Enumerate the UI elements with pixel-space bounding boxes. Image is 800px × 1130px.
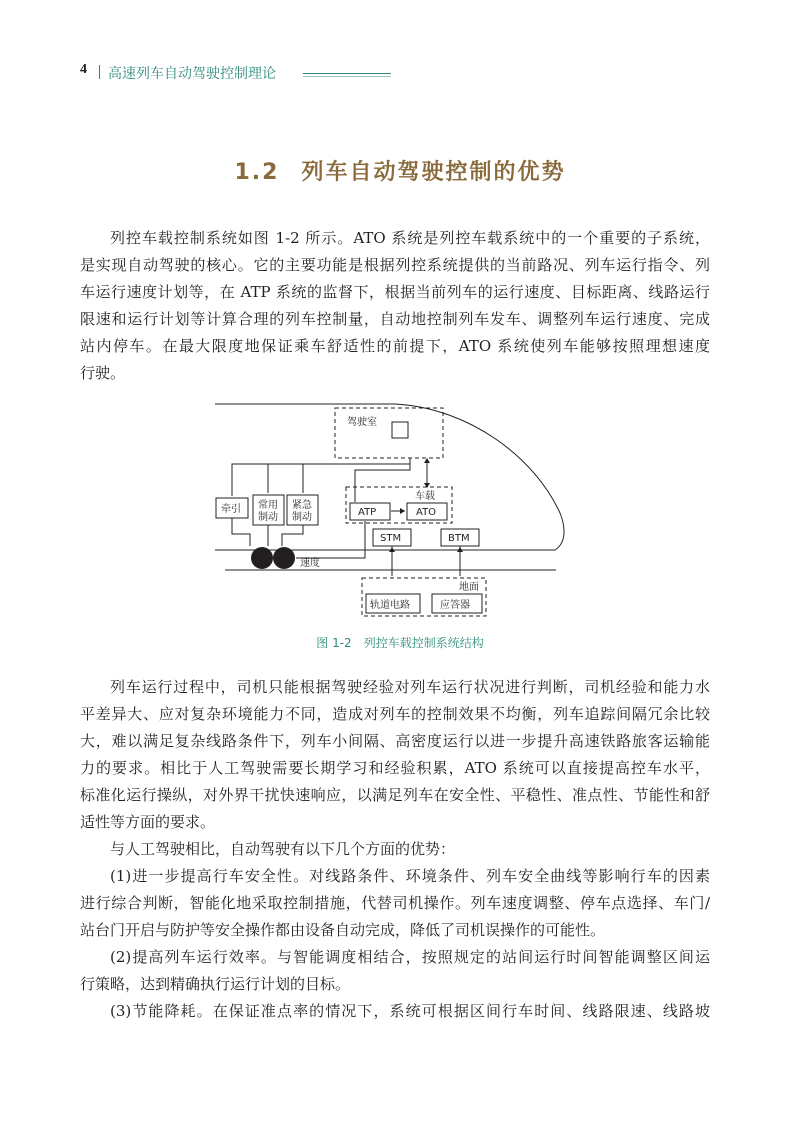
- section-heading: 列车自动驾驶控制的优势: [301, 160, 566, 185]
- cab-console: [392, 422, 408, 438]
- advantage-safety: [80, 863, 710, 944]
- btm-label: BTM: [448, 533, 470, 544]
- wheel: [273, 547, 295, 569]
- text-line: 力的要求。相比于人工驾驶需要长期学习和经验积累，ATO 系统可以直接提高控车水平，: [80, 759, 710, 777]
- text-line: 是实现自动驾驶的核心。它的主要功能是根据列控系统提供的当前路况、列车运行指令、列: [80, 256, 710, 274]
- text-line: 站台门开启与防护等安全操作都由设备自动完成，降低了司机误操作的可能性。: [80, 921, 606, 939]
- onboard-label: 车载: [415, 491, 435, 502]
- header-rule-thin: [303, 76, 391, 77]
- text-line: (3)节能降耗。在保证准点率的情况下，系统可根据区间行车时间、线路限速、线路坡: [110, 1002, 710, 1020]
- text-line: (2)提高列车运行效率。与智能调度相结合，按照规定的站间运行时间智能调整区间运: [110, 948, 710, 966]
- emergency-brake-label-2: 制动: [292, 512, 312, 523]
- text-line: (1)进一步提高行车安全性。对线路条件、环境条件、列车安全曲线等影响行车的因素: [110, 867, 710, 885]
- transponder-label: 应答器: [440, 600, 470, 611]
- track-circuit-label: 轨道电路: [370, 600, 410, 611]
- page-number: 4: [80, 62, 87, 77]
- text-line: 大，难以满足复杂线路条件下，列车小间隔、高密度运行以进一步提升高速铁路旅客运输能: [80, 732, 710, 750]
- ato-label: ATO: [416, 507, 437, 518]
- text-line: 行策略，达到精确执行运行计划的目标。: [80, 975, 351, 993]
- text-line: 与人工驾驶相比，自动驾驶有以下几个方面的优势：: [110, 840, 456, 858]
- atp-label: ATP: [358, 507, 377, 518]
- wheel: [251, 547, 273, 569]
- emergency-brake-label-1: 紧急: [292, 500, 312, 511]
- paragraph-driver-limits: [80, 674, 710, 836]
- text-line: 车运行速度计划等，在 ATP 系统的监督下，根据当前列车的运行速度、目标距离、线路运行: [80, 283, 710, 301]
- paragraph-advantages-intro: [80, 836, 710, 863]
- paragraph-intro: [80, 225, 710, 387]
- cab-box: [335, 408, 443, 458]
- running-header: [80, 62, 440, 84]
- ground-label: 地面: [459, 582, 479, 593]
- text-line: 列车运行过程中，司机只能根据驾驶经验对列车运行状况进行判断，司机经验和能力水: [110, 678, 710, 696]
- text-line: 进行综合判断，智能化地采取控制措施，代替司机操作。列车速度调整、停车点选择、车门/: [80, 894, 710, 912]
- system-diagram: [0, 398, 800, 623]
- advantage-energy: [80, 998, 710, 1025]
- speed-label: 速度: [300, 558, 320, 569]
- cab-label: 驾驶室: [347, 417, 377, 428]
- traction-label: 牵引: [221, 504, 241, 515]
- text-line: 站内停车。在最大限度地保证乘车舒适性的前提下，ATO 系统使列车能够按照理想速度: [80, 337, 710, 355]
- section-number: 1.2: [234, 160, 280, 185]
- figure-system-structure: [0, 398, 800, 623]
- text-line: 列控车载控制系统如图 1-2 所示。ATO 系统是列控车载系统中的一个重要的子系统，: [110, 229, 710, 247]
- running-title: 高速列车自动驾驶控制理论: [108, 66, 276, 82]
- header-divider: [99, 65, 100, 79]
- header-rule: [303, 73, 391, 74]
- train-body-outline: [215, 404, 564, 550]
- figure-caption: 图 1-2 列控车载控制系统结构: [316, 636, 484, 650]
- advantage-efficiency: [80, 944, 710, 998]
- section-title: [0, 155, 800, 186]
- text-line: 限速和运行计划等计算合理的列车控制量，自动地控制列车发车、调整列车运行速度、完成: [80, 310, 710, 328]
- service-brake-label-1: 常用: [258, 500, 278, 511]
- arrow-head: [400, 508, 405, 514]
- text-line: 适性等方面的要求。: [80, 813, 216, 831]
- text-line: 标准化运行操纵，对外界干扰快速响应，以满足列车在安全性、平稳性、准点性、节能性和舒: [80, 786, 710, 804]
- stm-label: STM: [380, 533, 402, 544]
- service-brake-label-2: 制动: [258, 512, 278, 523]
- text-line: 行驶。: [80, 364, 126, 382]
- text-line: 平差异大、应对复杂环境能力不同，造成对列车的控制效果不均衡，列车追踪间隔冗余比较: [80, 705, 710, 723]
